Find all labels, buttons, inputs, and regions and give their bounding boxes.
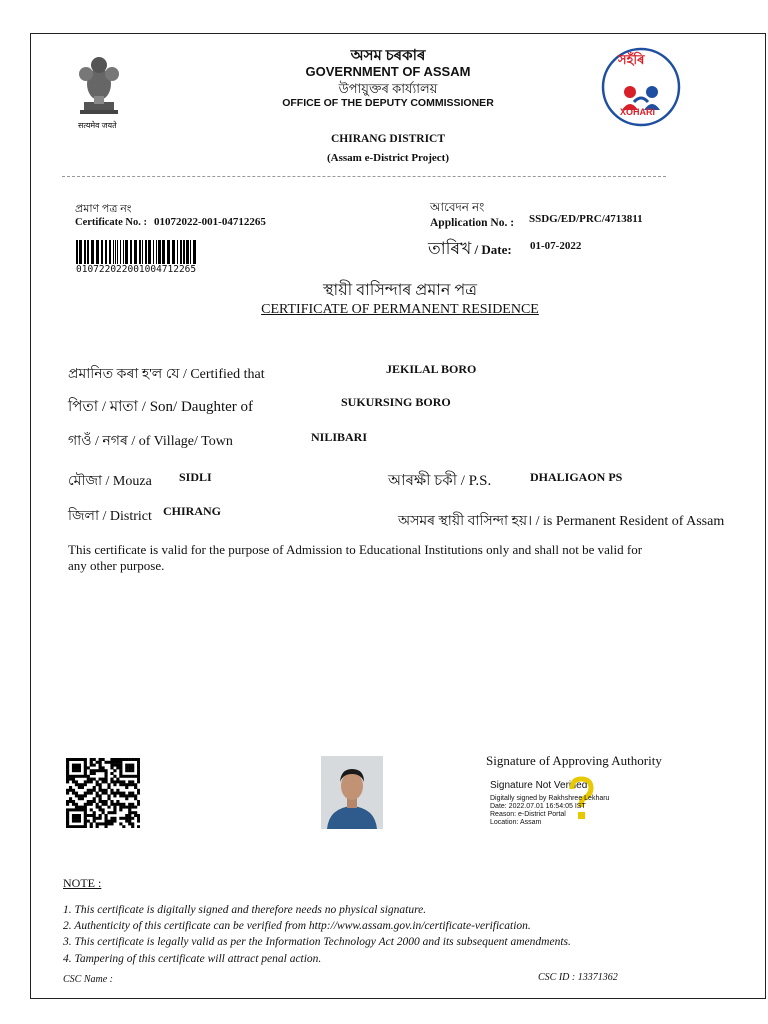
certificate-no-value: 01072022-001-04712265 (154, 216, 266, 228)
signature-date: Date: 2022.07.01 16:54:05 IST (490, 803, 586, 810)
qr-code (66, 758, 140, 828)
police-station-label: আৰক্ষী চকী / P.S. (388, 473, 492, 489)
signature-heading: Signature of Approving Authority (486, 753, 662, 768)
csc-name: CSC Name : (63, 974, 113, 985)
district-label: জিলা / District (68, 509, 152, 524)
certificate-no-label-assamese: প্ৰমাণ পত্ৰ নং (75, 203, 132, 215)
emblem-caption: सत्यमेव जयते (78, 121, 117, 130)
xohari-logo-script: সহঁৰি (618, 52, 645, 67)
barcode (76, 240, 198, 264)
barcode-text: 010722022001004712265 (76, 264, 197, 275)
district-value: CHIRANG (163, 504, 222, 518)
header-title: GOVERNMENT OF ASSAM (305, 64, 471, 79)
csc-id: CSC ID : 13371362 (538, 972, 618, 983)
applicant-photo (321, 756, 383, 829)
district-heading: CHIRANG DISTRICT (330, 133, 446, 145)
validity-text-line1: This certificate is valid for the purpose of Admission to Educational Institutions only and shall not be valid for (68, 542, 643, 557)
note-item: 3. This certificate is legally valid as per the Information Technology Act 2000 and its subsequent amendments. (63, 936, 571, 948)
resident-statement: অসমৰ স্থায়ী বাসিন্দা হয়। / is Permanent Resident of Assam (398, 514, 725, 529)
mouza-label: মৌজা / Mouza (68, 474, 152, 489)
header-title-assamese: অসম চৰকাৰ (350, 48, 426, 64)
header-divider (62, 176, 666, 177)
date-label-line (428, 236, 512, 264)
application-no-label: Application No. : (430, 217, 515, 229)
note-item: 2. Authenticity of this certificate can be verified from http://www.assam.gov.in/certificate-verification. (63, 920, 531, 932)
certificate-title-assamese: স্থায়ী বাসিন্দাৰ প্ৰমান পত্ৰ (322, 282, 478, 299)
certificate-no-label: Certificate No. : (75, 217, 148, 228)
village-label: গাওঁ / নগৰ / of Village/ Town (68, 434, 233, 449)
parent-label: পিতা / মাতা / Son/ Daughter of (68, 399, 254, 415)
date-label: / Date: (471, 242, 512, 257)
certified-name-value: JEKILAL BORO (386, 362, 477, 376)
certificate-title: CERTIFICATE OF PERMANENT RESIDENCE (261, 302, 539, 317)
signature-location: Location: Assam (490, 819, 542, 826)
note-item: 1. This certificate is digitally signed and therefore needs no physical signature. (63, 904, 427, 916)
mouza-value: SIDLI (179, 470, 212, 484)
xohari-logo-text: XOHARI (620, 107, 656, 117)
header-office: OFFICE OF THE DEPUTY COMMISSIONER (282, 97, 494, 109)
police-station-value: DHALIGAON PS (530, 470, 623, 484)
validity-text-line2: any other purpose. (68, 558, 165, 573)
application-no-label-assamese: আবেদন নং (430, 200, 485, 214)
signature-signed-by: Digitally signed by Rakhshree Lekharu (490, 795, 610, 802)
application-no-value: SSDG/ED/PRC/4713811 (529, 213, 643, 225)
note-heading: NOTE : (63, 876, 102, 890)
date-label-assamese: তাৰিখ (428, 239, 472, 258)
signature-reason: Reason: e-District Portal (490, 811, 566, 818)
date-value: 01-07-2022 (530, 240, 582, 252)
header-office-assamese: উপায়ুক্তৰ কাৰ্য্যালয় (338, 81, 438, 96)
certified-that-label: প্ৰমানিত কৰা হ'ল যে / Certified that (68, 367, 265, 382)
signature-status: Signature Not Verified (490, 780, 588, 791)
village-value: NILIBARI (311, 430, 368, 444)
note-item: 4. Tampering of this certificate will attract penal action. (63, 953, 322, 965)
parent-name-value: SUKURSING BORO (341, 395, 451, 409)
project-heading: (Assam e-District Project) (327, 152, 449, 164)
